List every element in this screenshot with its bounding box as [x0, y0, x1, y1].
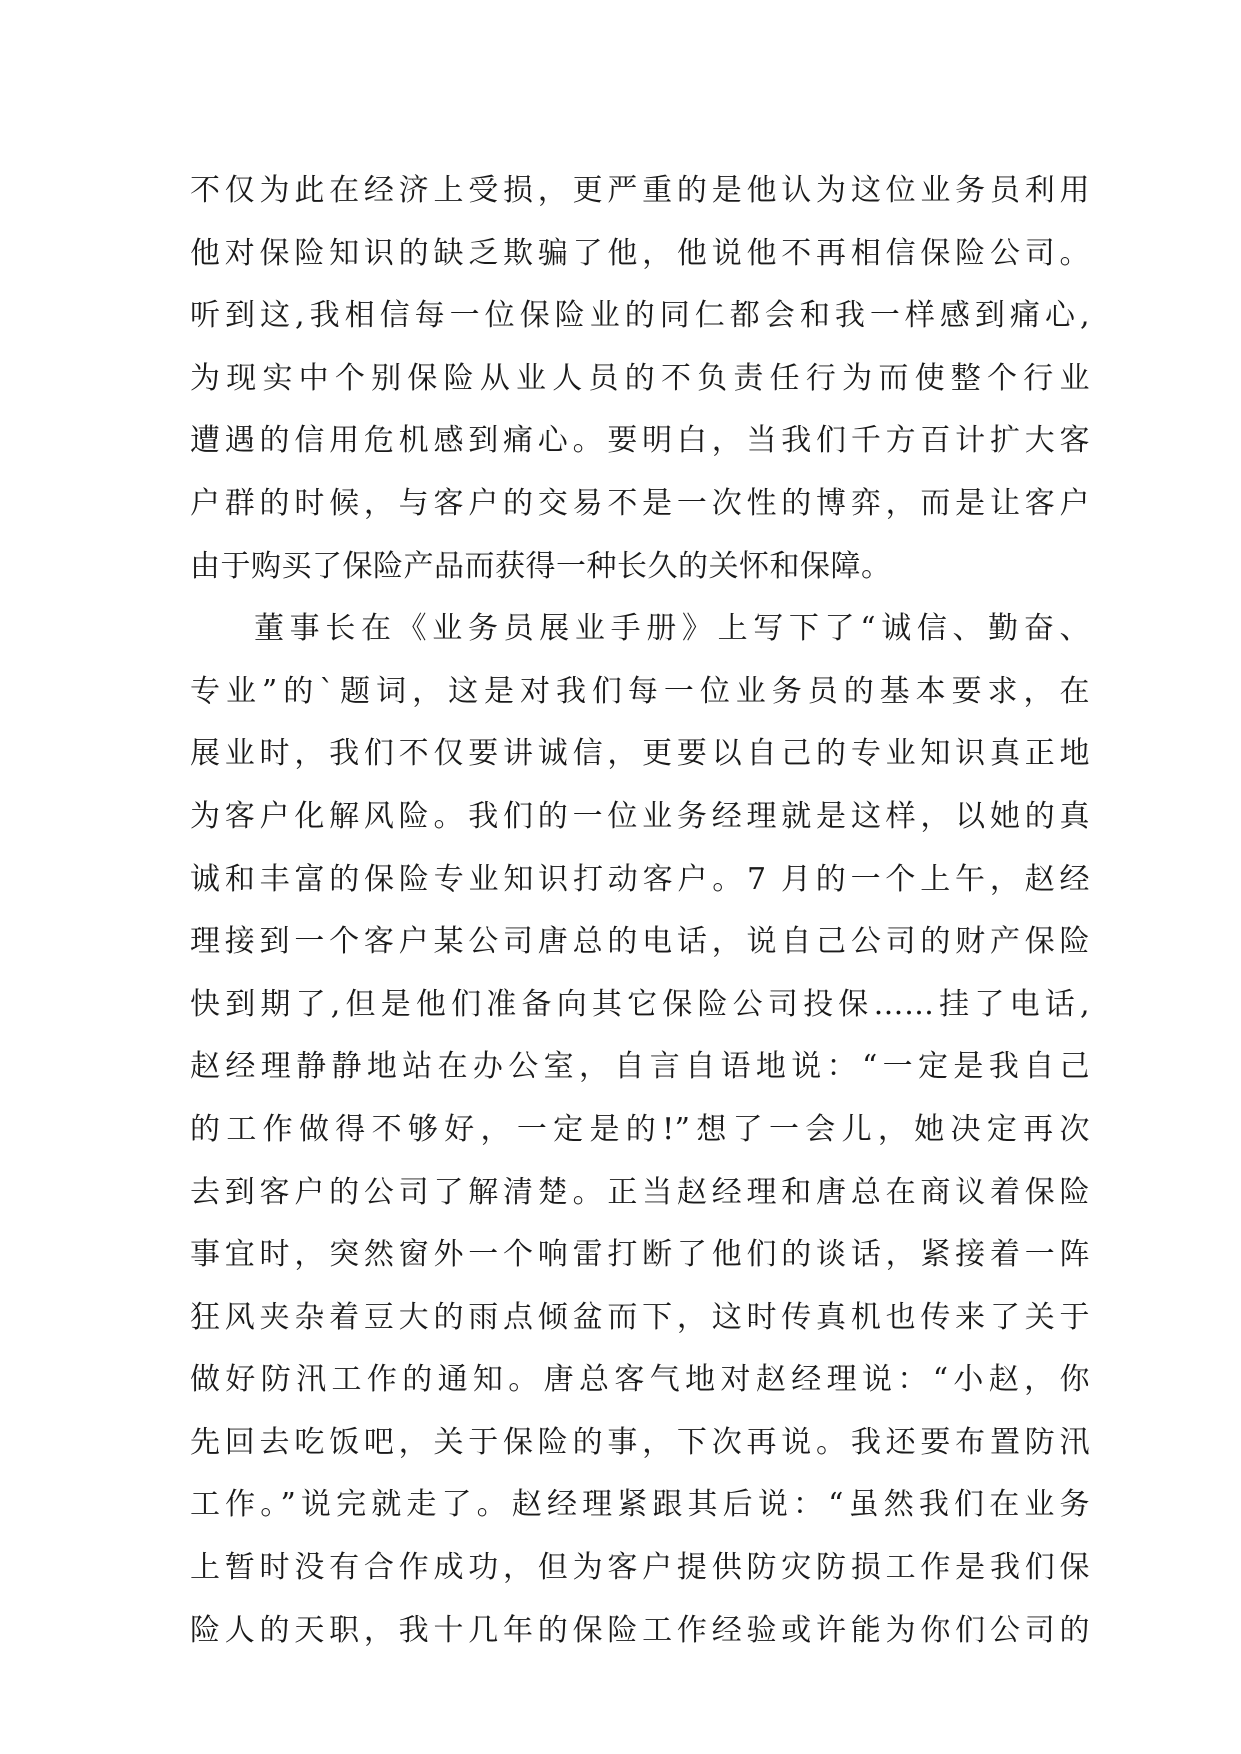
text-line: 展业时，我们不仅要讲诚信，更要以自己的专业知识真正地 — [190, 736, 1090, 772]
text-line: 去到客户的公司了解清楚。正当赵经理和唐总在商议着保险 — [190, 1174, 1090, 1210]
text-line: 理接到一个客户某公司唐总的电话，说自己公司的财产保险 — [190, 924, 1090, 960]
text-line: 事宜时，突然窗外一个响雷打断了他们的谈话，紧接着一阵 — [190, 1237, 1090, 1273]
text-line: 户群的时候，与客户的交易不是一次性的博弈，而是让客户 — [190, 485, 1090, 521]
text-line: 狂风夹杂着豆大的雨点倾盆而下，这时传真机也传来了关于 — [190, 1299, 1090, 1335]
text-line: 赵经理静静地站在办公室，自言自语地说：“一定是我自己 — [190, 1049, 1090, 1085]
text-line: 做好防汛工作的通知。唐总客气地对赵经理说：“小赵，你 — [190, 1362, 1090, 1398]
text-line: 快到期了,但是他们准备向其它保险公司投保……挂了电话, — [190, 986, 1090, 1022]
text-line: 专业”的`题词，这是对我们每一位业务员的基本要求，在 — [190, 673, 1090, 709]
text-line: 他对保险知识的缺乏欺骗了他，他说他不再相信保险公司。 — [190, 235, 1090, 271]
text-line: 诚和丰富的保险专业知识打动客户。7 月的一个上午，赵经 — [190, 861, 1090, 897]
text-line: 为客户化解风险。我们的一位业务经理就是这样，以她的真 — [190, 798, 1090, 834]
paragraph-end-line: 由于购买了保险产品而获得一种长久的关怀和保障。 — [190, 548, 892, 584]
text-line: 上暂时没有合作成功，但为客户提供防灾防损工作是我们保 — [190, 1550, 1090, 1586]
text-line: 遭遇的信用危机感到痛心。要明白，当我们千方百计扩大客 — [190, 423, 1090, 459]
text-line: 先回去吃饭吧，关于保险的事，下次再说。我还要布置防汛 — [190, 1424, 1090, 1460]
paragraph-start-line: 董事长在《业务员展业手册》上写下了“诚信、勤奋、 — [254, 611, 1090, 647]
text-line: 不仅为此在经济上受损，更严重的是他认为这位业务员利用 — [190, 173, 1090, 208]
text-line: 的工作做得不够好，一定是的!”想了一会儿，她决定再次 — [190, 1111, 1090, 1147]
text-line: 险人的天职，我十几年的保险工作经验或许能为你们公司的 — [190, 1612, 1090, 1648]
text-line: 听到这,我相信每一位保险业的同仁都会和我一样感到痛心, — [190, 298, 1090, 334]
body-text — [190, 160, 1090, 1662]
text-line: 工作。”说完就走了。赵经理紧跟其后说：“虽然我们在业务 — [190, 1487, 1090, 1523]
text-line: 为现实中个别保险从业人员的不负责任行为而使整个行业 — [190, 360, 1090, 396]
